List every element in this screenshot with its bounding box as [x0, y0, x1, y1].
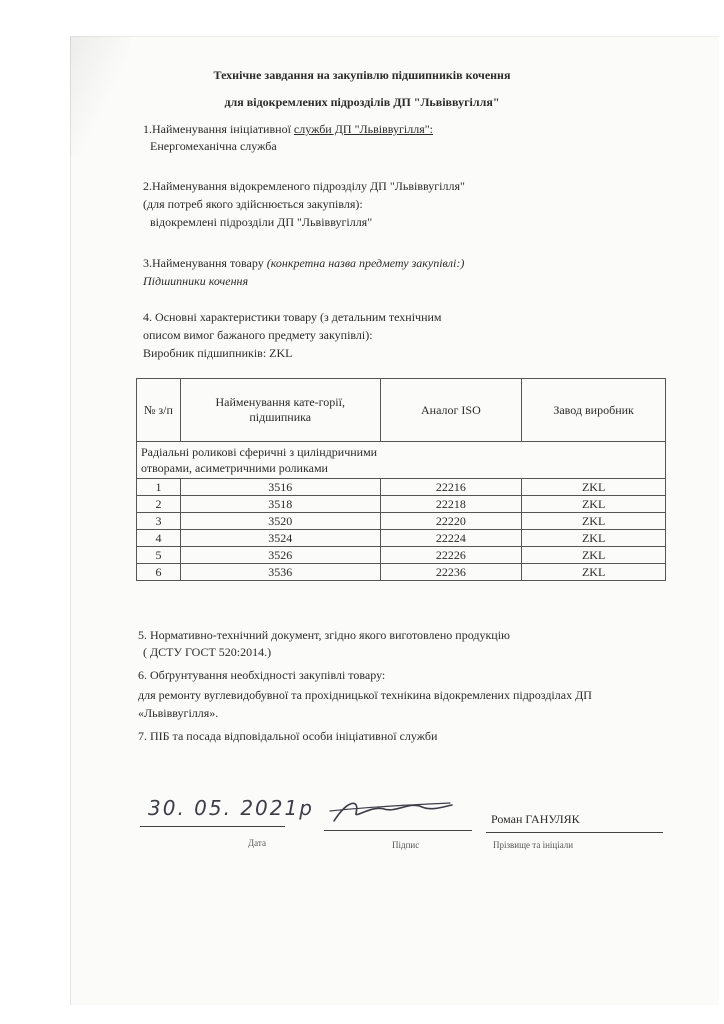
table-row	[137, 479, 666, 496]
table-row	[137, 513, 666, 530]
section-1-label	[143, 122, 433, 137]
cell-name: 3520	[180, 513, 380, 530]
cell-iso: 22218	[380, 496, 522, 513]
bearings-table	[136, 378, 666, 581]
section-1-value: Енергомеханічна служба	[150, 139, 277, 153]
signer-name: Роман ГАНУЛЯК	[491, 812, 580, 826]
section-3-label	[143, 256, 464, 271]
cell-number: 1	[137, 479, 181, 496]
table-row	[137, 530, 666, 547]
cell-maker: ZKL	[522, 496, 666, 513]
cell-maker: ZKL	[522, 547, 666, 564]
cell-number: 6	[137, 564, 181, 581]
name-line	[486, 832, 663, 833]
cell-name: 3536	[180, 564, 380, 581]
cell-name: 3524	[180, 530, 380, 547]
table-header-row	[137, 379, 666, 442]
title-line-2: для відокремлених підрозділів ДП "Львіввугілля"	[224, 95, 500, 109]
group-cell	[137, 442, 666, 479]
section-1-label-underlined: служби ДП "Львіввугілля":	[293, 122, 433, 136]
cell-iso: 22220	[380, 513, 522, 530]
cell-iso: 22236	[380, 564, 522, 581]
section-4-line-2: описом вимог бажаного предмету закупівлі):	[143, 328, 373, 342]
cell-iso: 22216	[380, 479, 522, 496]
table-row	[137, 547, 666, 564]
section-5-line-2: ( ДСТУ ГОСТ 520:2014.)	[143, 645, 272, 659]
section-2-value: відокремлені підрозділи ДП "Львіввугілля"	[150, 215, 373, 229]
title-line-1: Технічне завдання на закупівлю підшипників кочення	[213, 68, 511, 82]
section-6-line-2: для ремонту вуглевидобувної та прохідницької технікина відокремлених підрозділах ДП	[138, 688, 592, 702]
cell-number: 5	[137, 547, 181, 564]
cell-number: 3	[137, 513, 181, 530]
header-iso: Аналог ISO	[380, 379, 522, 442]
date-line	[140, 826, 285, 827]
cell-name: 3518	[180, 496, 380, 513]
signature-label: Підпис	[392, 840, 420, 850]
section-1-label-prefix: 1.Найменування ініціативної	[143, 122, 294, 136]
section-3-value: Підшипники кочення	[143, 274, 249, 288]
table-row	[137, 496, 666, 513]
section-2-line-2: (для потреб якого здійснюється закупівля):	[143, 197, 363, 211]
header-number: № з/п	[137, 379, 181, 442]
header-name: Найменування кате-горії, підшипника	[180, 379, 380, 442]
cell-maker: ZKL	[522, 479, 666, 496]
cell-maker: ZKL	[522, 513, 666, 530]
cell-iso: 22224	[380, 530, 522, 547]
group-line-1: Радіальні роликові сферичні з циліндричними	[141, 445, 378, 459]
section-4-line-3: Виробник підшипників: ZKL	[143, 346, 293, 360]
section-5-line-1: 5. Нормативно-технічний документ, згідно якого виготовлено продукцію	[138, 628, 511, 642]
section-3-label-italic: (конкретна назва предмету закупівлі:)	[266, 256, 465, 270]
name-label: Прізвище та ініціали	[493, 840, 574, 850]
cell-maker: ZKL	[522, 564, 666, 581]
table-group-row	[137, 442, 666, 479]
cell-name: 3516	[180, 479, 380, 496]
section-6-line-3: «Львіввугілля».	[138, 706, 219, 720]
section-7-line-1: 7. ПІБ та посада відповідальної особи ініціативної служби	[138, 729, 438, 743]
table-row	[137, 564, 666, 581]
handwritten-signature	[326, 795, 456, 827]
cell-number: 4	[137, 530, 181, 547]
cell-number: 2	[137, 496, 181, 513]
group-line-2: отворами, асиметричними роликами	[141, 461, 328, 475]
section-4-line-1: 4. Основні характеристики товару (з детальним технічним	[143, 310, 442, 324]
section-6-line-1: 6. Обґрунтування необхідності закупівлі товару:	[138, 668, 386, 682]
date-label: Дата	[248, 838, 266, 848]
header-maker: Завод виробник	[522, 379, 666, 442]
cell-iso: 22226	[380, 547, 522, 564]
cell-maker: ZKL	[522, 530, 666, 547]
section-3-label-text: 3.Найменування товару	[143, 256, 267, 270]
signature-line	[324, 830, 472, 831]
handwritten-date: 30. 05. 2021р	[148, 796, 314, 820]
section-2-line-1: 2.Найменування відокремленого підрозділу ДП "Львіввугілля"	[143, 179, 465, 193]
cell-name: 3526	[180, 547, 380, 564]
